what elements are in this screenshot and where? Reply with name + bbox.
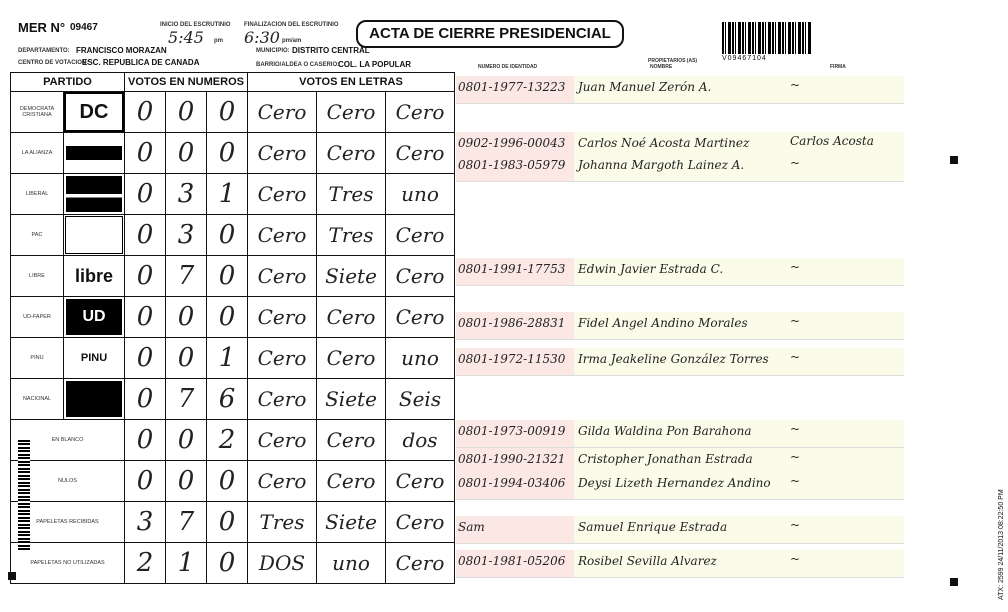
signature-mark: ~	[790, 518, 801, 532]
signature-row	[456, 550, 904, 578]
party-logo	[64, 215, 125, 256]
signature-row	[456, 258, 904, 286]
signature-line	[456, 339, 904, 340]
vote-digit: 7	[166, 502, 207, 543]
party-name: PINU	[11, 338, 64, 379]
finalizacion-unit: pm/am	[282, 38, 302, 44]
field-background	[786, 472, 904, 500]
vote-digit: 0	[166, 297, 207, 338]
signature-name: Edwin Javier Estrada C.	[578, 262, 724, 276]
vote-word: Cero	[317, 133, 386, 174]
vote-word: Cero	[248, 215, 317, 256]
vote-digit: 2	[125, 543, 166, 584]
party-logo	[64, 297, 125, 338]
mer-label: MER N°	[18, 20, 66, 35]
party-logo	[64, 133, 125, 174]
vote-word: Seis	[386, 379, 455, 420]
field-background	[786, 420, 904, 448]
numero-identidad-label: NUMERO DE IDENTIDAD	[478, 64, 538, 70]
vote-word: Cero	[317, 338, 386, 379]
signature-row	[456, 312, 904, 340]
signature-mark: ~	[790, 314, 801, 328]
signature-name: Johanna Margoth Lainez A.	[578, 158, 745, 172]
inicio-unit: pm	[214, 38, 223, 44]
party-logo-mark	[65, 216, 123, 254]
total-label: PAPELETAS NO UTILIZADAS	[11, 543, 125, 584]
votes-table	[10, 72, 455, 584]
field-background	[786, 154, 904, 182]
vote-digit: 0	[125, 256, 166, 297]
party-name: DEMOCRATA CRISTIANA	[11, 92, 64, 133]
registration-mark	[950, 578, 958, 586]
vote-digit: 1	[207, 338, 248, 379]
vote-digit: 7	[166, 379, 207, 420]
vote-word: Cero	[386, 297, 455, 338]
vote-digit: 1	[166, 543, 207, 584]
signature-dni: 0801-1973-00919	[458, 424, 566, 438]
vote-word: Cero	[248, 256, 317, 297]
vote-digit: 1	[207, 174, 248, 215]
signature-dni: 0801-1986-28831	[458, 316, 566, 330]
table-row	[11, 133, 455, 174]
signature-mark: ~	[790, 156, 801, 170]
signature-name: Irma Jeakeline González Torres	[578, 352, 769, 366]
party-logo-mark: libre	[74, 265, 113, 286]
signature-row	[456, 420, 904, 448]
finalizacion-value: 6:30	[244, 28, 280, 47]
signature-row	[456, 154, 904, 182]
table-row	[11, 543, 455, 584]
table-row	[11, 174, 455, 215]
signature-name: Samuel Enrique Estrada	[578, 520, 728, 534]
mer-number: 09467	[70, 22, 98, 33]
signature-dni: Sam	[458, 520, 485, 534]
barcode	[722, 22, 812, 54]
party-name: UD-FAPER	[11, 297, 64, 338]
signature-mark: ~	[790, 350, 801, 364]
barrio-value: COL. LA POPULAR	[338, 60, 412, 69]
table-row	[11, 92, 455, 133]
vote-digit: 0	[166, 338, 207, 379]
signature-area	[456, 70, 904, 590]
party-logo-mark: UD	[66, 299, 122, 335]
vote-word: Cero	[248, 297, 317, 338]
party-name: NACIONAL	[11, 379, 64, 420]
vote-word: Cero	[386, 256, 455, 297]
vote-digit: 0	[207, 502, 248, 543]
vote-digit: 2	[207, 420, 248, 461]
signature-name: Deysi Lizeth Hernandez Andino	[578, 476, 771, 490]
vote-digit: 0	[207, 297, 248, 338]
vote-digit: 0	[125, 297, 166, 338]
vote-digit: 0	[207, 215, 248, 256]
signature-line	[456, 499, 904, 500]
vote-word: Cero	[248, 92, 317, 133]
vote-word: Cero	[386, 461, 455, 502]
vote-digit: 3	[166, 215, 207, 256]
signature-name: Rosibel Sevilla Alvarez	[578, 554, 717, 568]
field-background	[786, 550, 904, 578]
col-votos-numeros: VOTOS EN NUMEROS	[125, 73, 248, 92]
signature-dni: 0801-1991-17753	[458, 262, 566, 276]
total-label: EN BLANCO	[11, 420, 125, 461]
col-partido: PARTIDO	[11, 73, 125, 92]
vote-word: Cero	[248, 338, 317, 379]
field-background	[786, 516, 904, 544]
party-logo	[64, 338, 125, 379]
vote-word: Cero	[248, 461, 317, 502]
party-logo-mark	[66, 176, 122, 212]
vote-digit: 3	[125, 502, 166, 543]
vote-digit: 0	[166, 461, 207, 502]
signature-name: Fidel Angel Andino Morales	[578, 316, 748, 330]
party-logo	[64, 174, 125, 215]
vote-word: Cero	[386, 502, 455, 543]
vote-word: Siete	[317, 256, 386, 297]
nombre-label: NOMBRE	[650, 64, 673, 70]
vote-digit: 0	[207, 461, 248, 502]
vote-word: Cero	[248, 420, 317, 461]
registration-mark	[950, 156, 958, 164]
signature-mark: ~	[790, 450, 801, 464]
vote-word: Cero	[248, 379, 317, 420]
signature-line	[456, 543, 904, 544]
vote-digit: 0	[166, 420, 207, 461]
vote-digit: 0	[207, 92, 248, 133]
table-row	[11, 420, 455, 461]
inicio-value: 5:45	[168, 28, 204, 47]
field-background	[786, 348, 904, 376]
signature-row	[456, 472, 904, 500]
signature-mark: ~	[790, 422, 801, 436]
field-background	[786, 312, 904, 340]
vote-word: Cero	[386, 215, 455, 256]
centro-value: ESC. REPUBLICA DE CANADA	[82, 58, 200, 67]
vote-word: Siete	[317, 379, 386, 420]
party-logo-mark: PINU	[80, 352, 108, 364]
municipio-label: MUNICIPIO:	[256, 48, 290, 54]
signature-dni: 0801-1972-11530	[458, 352, 566, 366]
vote-word: uno	[317, 543, 386, 584]
signature-dni: 0801-1990-21321	[458, 452, 566, 466]
vote-word: Cero	[248, 174, 317, 215]
signature-line	[456, 577, 904, 578]
vote-digit: 0	[125, 92, 166, 133]
vote-word: Cero	[317, 92, 386, 133]
total-label: NULOS	[11, 461, 125, 502]
party-name: LA ALIANZA	[11, 133, 64, 174]
vote-digit: 0	[125, 379, 166, 420]
vote-digit: 0	[207, 543, 248, 584]
party-logo	[64, 379, 125, 420]
party-name: LIBRE	[11, 256, 64, 297]
table-row	[11, 502, 455, 543]
inicio-label: INICIO DEL ESCRUTINIO	[160, 22, 231, 28]
firma-label: FIRMA	[830, 64, 846, 70]
vote-digit: 0	[125, 420, 166, 461]
signature-dni: 0801-1994-03406	[458, 476, 566, 490]
vote-word: Cero	[386, 133, 455, 174]
table-row	[11, 379, 455, 420]
departamento-value: FRANCISCO MORAZAN	[76, 46, 167, 55]
page-title: ACTA DE CIERRE PRESIDENCIAL	[356, 20, 624, 48]
vote-digit: 0	[125, 461, 166, 502]
party-name: LIBERAL	[11, 174, 64, 215]
signature-mark: ~	[790, 474, 801, 488]
vote-digit: 0	[207, 133, 248, 174]
vote-digit: 0	[125, 215, 166, 256]
signature-mark: ~	[790, 78, 801, 92]
total-label: PAPELETAS RECIBIDAS	[11, 502, 125, 543]
party-logo	[64, 92, 125, 133]
party-name: PAC	[11, 215, 64, 256]
propietarios-label: PROPIETARIOS (AS)	[648, 58, 698, 64]
vote-word: Cero	[386, 92, 455, 133]
side-stamp: ATX: 2599 24/11/2013 08:22:50 PM	[998, 489, 1005, 600]
signature-name: Juan Manuel Zerón A.	[578, 80, 712, 94]
vote-digit: 0	[166, 92, 207, 133]
signature-row	[456, 516, 904, 544]
vote-word: uno	[386, 338, 455, 379]
centro-label: CENTRO DE VOTACION:	[18, 60, 89, 66]
barcode-number: V09467104	[722, 55, 767, 62]
field-background	[786, 76, 904, 104]
vote-word: uno	[386, 174, 455, 215]
signature-mark: ~	[790, 552, 801, 566]
vote-digit: 0	[125, 174, 166, 215]
field-background	[786, 258, 904, 286]
barrio-label: BARRIO/ALDEA O CASERIO:	[256, 62, 340, 68]
departamento-label: DEPARTAMENTO:	[18, 48, 70, 54]
vote-word: Cero	[248, 133, 317, 174]
vote-digit: 0	[125, 338, 166, 379]
signature-row	[456, 348, 904, 376]
vote-digit: 6	[207, 379, 248, 420]
table-row	[11, 338, 455, 379]
vote-word: Siete	[317, 502, 386, 543]
signature-line	[456, 375, 904, 376]
party-logo-mark	[66, 135, 122, 171]
signature-name: Carlos Noé Acosta Martinez	[578, 136, 750, 150]
vote-word: Cero	[317, 461, 386, 502]
signature-line	[456, 285, 904, 286]
table-header-row	[11, 73, 455, 92]
party-logo-mark: DC	[64, 92, 124, 132]
table-row	[11, 215, 455, 256]
vote-digit: 0	[125, 133, 166, 174]
finalizacion-label: FINALIZACION DEL ESCRUTINIO	[244, 22, 339, 28]
signature-name: Cristopher Jonathan Estrada	[578, 452, 753, 466]
signature-dni: 0801-1977-13223	[458, 80, 566, 94]
signature-dni: 0801-1981-05206	[458, 554, 566, 568]
signature-dni: 0801-1983-05979	[458, 158, 566, 172]
signature-row	[456, 76, 904, 104]
vote-digit: 3	[166, 174, 207, 215]
vote-word: Tres	[317, 215, 386, 256]
party-logo-mark	[66, 381, 122, 417]
signature-line	[456, 181, 904, 182]
vote-word: Tres	[248, 502, 317, 543]
signature-mark: Carlos Acosta	[790, 134, 874, 148]
vote-word: Cero	[386, 543, 455, 584]
vote-word: Cero	[317, 420, 386, 461]
signature-line	[456, 103, 904, 104]
vote-digit: 7	[166, 256, 207, 297]
vote-digit: 0	[166, 133, 207, 174]
signature-dni: 0902-1996-00043	[458, 136, 566, 150]
vote-digit: 0	[207, 256, 248, 297]
side-barcode	[18, 440, 30, 550]
col-votos-letras: VOTOS EN LETRAS	[248, 73, 455, 92]
vote-word: dos	[386, 420, 455, 461]
signature-mark: ~	[790, 260, 801, 274]
vote-word: Tres	[317, 174, 386, 215]
signature-name: Gilda Waldina Pon Barahona	[578, 424, 752, 438]
party-logo	[64, 256, 125, 297]
table-row	[11, 297, 455, 338]
registration-mark	[8, 572, 16, 580]
table-row	[11, 256, 455, 297]
vote-word: DOS	[248, 543, 317, 584]
vote-word: Cero	[317, 297, 386, 338]
municipio-value: DISTRITO CENTRAL	[292, 46, 370, 55]
table-row	[11, 461, 455, 502]
